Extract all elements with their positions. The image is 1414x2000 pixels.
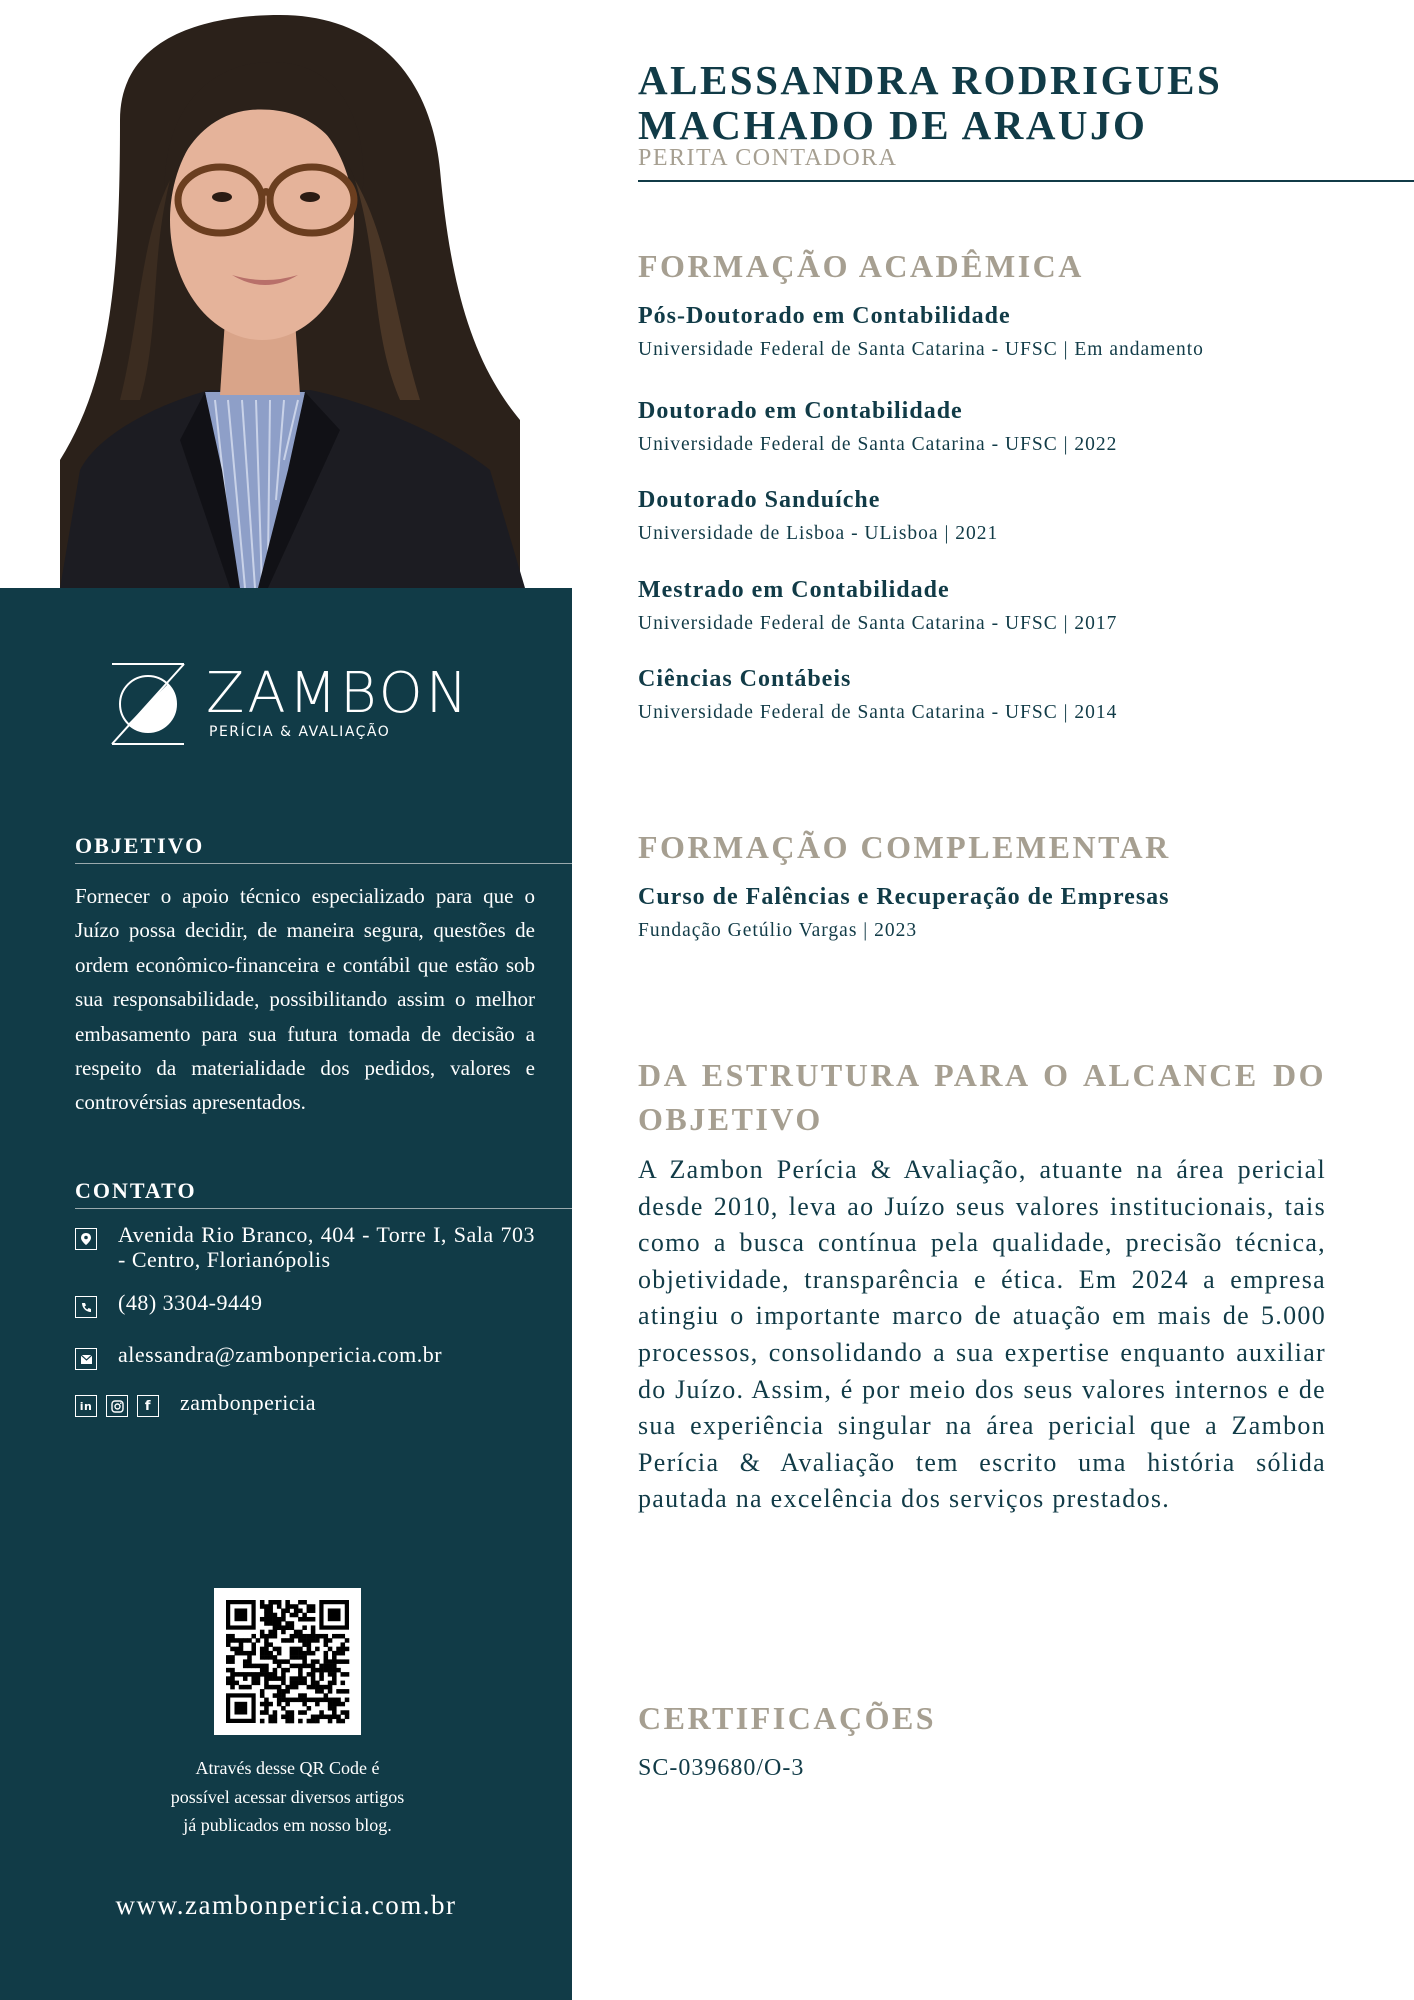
sidebar (0, 588, 572, 2000)
edu-title: Doutorado Sanduíche (638, 487, 881, 513)
social-handle[interactable]: zambonpericia (180, 1390, 316, 1415)
social-row (75, 1390, 375, 1420)
edu-detail: Universidade Federal de Santa Catarina - UFSC | 2022 (638, 434, 1118, 455)
certificacoes-heading: CERTIFICAÇÕES (638, 1700, 937, 1736)
address-text: Avenida Rio Branco, 404 - Torre I, Sala 703 - Centro, Florianópolis (118, 1222, 535, 1272)
phone-text[interactable]: (48) 3304-9449 (118, 1290, 263, 1315)
qr-caption-line: possível acessar diversos artigos (170, 1786, 405, 1807)
course-title: Curso de Falências e Recuperação de Empresas (638, 884, 1170, 910)
email-icon (75, 1348, 97, 1370)
edu-detail: Universidade Federal de Santa Catarina - UFSC | Em andamento (638, 339, 1204, 360)
objetivo-heading: OBJETIVO (75, 833, 572, 864)
profile-photo (0, 0, 572, 588)
phone-icon (75, 1296, 97, 1318)
contato-heading: CONTATO (75, 1178, 572, 1209)
objetivo-text: Fornecer o apoio técnico especializado para que o Juízo possa decidir, de maneira segura, questões de ordem econômico-financeira e contábil que estão sob sua responsabilidade, possibilitando assim o melhor embasamento para sua futura tomada de decisão a respeito da materialidade dos pedidos, valores e controvérsias apresentados. (75, 884, 535, 1115)
qr-caption (100, 1754, 475, 1840)
estrutura-heading: DA ESTRUTURA PARA O ALCANCE DO OBJETIVO (638, 1057, 1326, 1137)
qr-caption-line: já publicados em nosso blog. (183, 1815, 392, 1835)
website-link[interactable]: www.zambonpericia.com.br (115, 1890, 457, 1920)
certification-value: SC-039680/O-3 (638, 1755, 805, 1781)
course-detail: Fundação Getúlio Vargas | 2023 (638, 920, 918, 941)
person-name (638, 58, 1222, 148)
estrutura-text: A Zambon Perícia & Avaliação, atuante na área pericial desde 2010, leva ao Juízo seus valores institucionais, tais como a busca contínua pela qualidade, precisão técnica, objetividade, transparência e ética. Em 2024 a empresa atingiu o importante marco de atuação em mais de 5.000 processos, consolidando a sua expertise enquanto auxiliar do Juízo. Assim, é por meio dos seus valores internos e de sua experiência singular na área pericial que a Zambon Perícia & Avaliação tem escrito uma história sólida pautada na excelência dos serviços prestados. (638, 1155, 1326, 1514)
instagram-icon[interactable] (106, 1395, 128, 1417)
logo-tagline: PERÍCIA & AVALIAÇÃO (209, 724, 391, 740)
edu-title: Mestrado em Contabilidade (638, 577, 950, 603)
header-divider (638, 180, 1414, 182)
facebook-icon[interactable]: f (137, 1395, 159, 1417)
edu-detail: Universidade de Lisboa - ULisboa | 2021 (638, 523, 999, 544)
edu-title: Doutorado em Contabilidade (638, 398, 963, 424)
email-text[interactable]: alessandra@zambonpericia.com.br (118, 1342, 443, 1367)
name-line: ALESSANDRA RODRIGUES (638, 57, 1223, 103)
qr-code-icon (214, 1588, 361, 1735)
zambon-logo (110, 662, 470, 752)
formacao-complementar-heading: FORMAÇÃO COMPLEMENTAR (638, 829, 1171, 865)
zambon-logo-mark-icon (110, 662, 186, 746)
qr-caption-line: Através desse QR Code é (195, 1758, 380, 1778)
logo-wordmark: ZAMBON (206, 661, 471, 726)
name-line: MACHADO DE ARAUJO (638, 102, 1148, 148)
qr-code[interactable] (214, 1588, 361, 1735)
edu-detail: Universidade Federal de Santa Catarina - UFSC | 2017 (638, 613, 1118, 634)
edu-title: Pós-Doutorado em Contabilidade (638, 303, 1011, 329)
person-role: PERITA CONTADORA (638, 145, 898, 171)
formacao-academica-heading: FORMAÇÃO ACADÊMICA (638, 248, 1084, 284)
linkedin-icon[interactable]: in (75, 1395, 97, 1417)
edu-title: Ciências Contábeis (638, 666, 852, 692)
location-pin-icon (75, 1228, 97, 1250)
edu-detail: Universidade Federal de Santa Catarina - UFSC | 2014 (638, 702, 1118, 723)
